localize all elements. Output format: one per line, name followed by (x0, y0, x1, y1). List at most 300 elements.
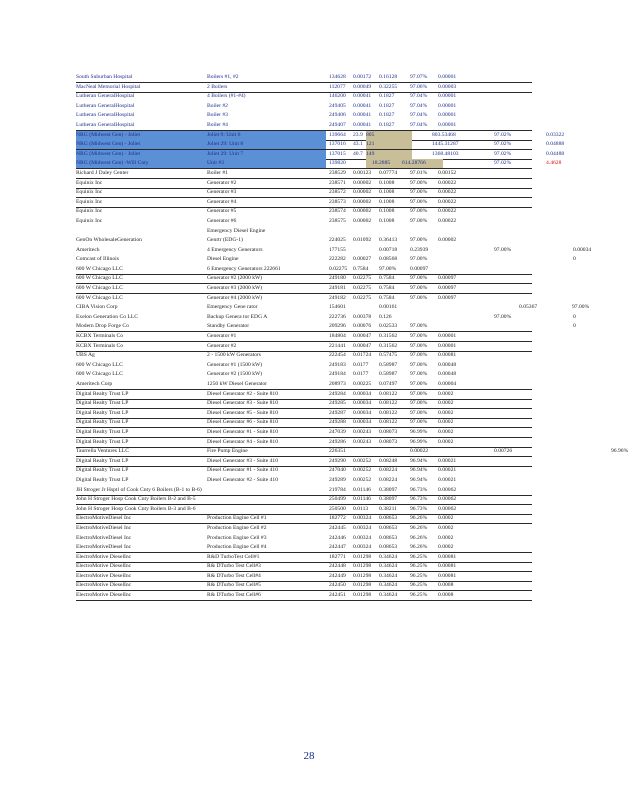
cell-c5: 0.34624 (379, 582, 398, 589)
cell-c7: 0.00001 (438, 102, 457, 109)
table-row (76, 294, 616, 304)
cell-c3: 242448 (329, 563, 346, 570)
cell-c7: 0.00021 (438, 476, 457, 483)
table-row (76, 581, 616, 591)
table-row (76, 418, 616, 428)
cell-c4: 0.00172 (353, 74, 372, 80)
cell-c7: 0.00022 (438, 208, 457, 215)
cell-c3: 249183 (329, 361, 346, 368)
cell-c1: Digital Realty Trust LP (76, 400, 129, 407)
cell-c1: Equinix Inc (76, 189, 103, 196)
cell-c4: 0.00378 (353, 313, 372, 320)
cell-c1: Digital Realty Trust LP (76, 409, 129, 416)
cell-c5: 0.34624 (379, 553, 398, 560)
cell-c4: 0.02275 (353, 275, 372, 282)
table-row (76, 236, 616, 246)
table-row (76, 159, 616, 169)
cell-c1: CIBA Vision Corp (76, 304, 118, 311)
table-row (76, 150, 616, 160)
table-row (76, 505, 616, 515)
cell-c4: 0.00034 (353, 409, 372, 416)
cell-c3: 247039 (329, 428, 346, 435)
cell-c3: 209296 (329, 323, 346, 330)
cell-c2: Diesel Generator #1 - Suite 410 (207, 467, 278, 474)
cell-c6: 0.23939 (410, 246, 429, 253)
cell-c5: 0.08653 (379, 544, 398, 551)
cell-c1: Digital Realty Trust LP (76, 390, 129, 397)
cell-c8: 97.02% (494, 131, 512, 138)
cell-c6: 0.00097 (410, 265, 429, 272)
table-row (76, 303, 616, 313)
table-row (76, 217, 616, 227)
cell-c3: 242450 (329, 582, 346, 589)
table-row (76, 428, 616, 438)
cell-c6: 97.07% (410, 74, 428, 80)
cell-c8: 97.00% (494, 246, 512, 253)
cell-c3: 221441 (329, 342, 346, 349)
cell-c6: 97.00% (410, 400, 428, 407)
cell-c7: 0.00081 (438, 563, 457, 570)
cell-c7: 0.00097 (438, 285, 457, 292)
cell-c2: Generator #5 (207, 208, 237, 215)
cell-c3: 249289 (329, 476, 346, 483)
cell-c6: 97.00% (410, 275, 428, 282)
table-row (76, 140, 616, 150)
cell-c1: ElectroMotiveDiesel Inc (76, 534, 132, 541)
cell-c1: Digital Realty Trust LP (76, 457, 129, 464)
cell-c1: ElectroMotiveDiesel Inc (76, 544, 132, 551)
cell-c7: 0.0002 (438, 544, 454, 551)
cell-c7: 0.00062 (438, 486, 457, 493)
cell-c4: 0.00002 (353, 198, 372, 205)
cell-c1: GenOn WholesaleGeneration (76, 237, 142, 244)
cell-c3: 238573 (329, 198, 346, 205)
cell-c1: Equinix Inc (76, 198, 103, 205)
cell-c3: 249290 (329, 457, 346, 464)
cell-c2: Production Engine Cell #4 (207, 544, 267, 551)
cell-c7: 0.00048 (438, 371, 457, 378)
table-row (76, 198, 616, 208)
cell-c6: 96.26% (410, 524, 428, 531)
cell-c6: 96.94% (410, 476, 428, 483)
cell-c7: 0.00022 (438, 198, 457, 205)
cell-c1: Richard J Daley Center (76, 169, 129, 176)
cell-c7: 0.00152 (438, 169, 457, 176)
cell-c3: 222736 (329, 313, 346, 320)
cell-c6: 97.00% (410, 294, 428, 301)
cell-c5: 0.38097 (379, 496, 398, 503)
cell-c4: 0.01298 (353, 582, 372, 589)
cell-c2: 4 Emergency Generators (207, 246, 263, 253)
cell-c9: 0 (573, 256, 576, 263)
cell-c1: Equinix Inc (76, 208, 103, 215)
cell-c3: 249286 (329, 438, 346, 445)
cell-c9: 0.00034 (573, 246, 592, 253)
table-row (76, 438, 616, 448)
cell-c2: Diesel Engine (207, 256, 239, 263)
table-row (76, 409, 616, 419)
cell-c7: 0.00022 (438, 179, 457, 186)
cell-c1: KCBX Terminals Co (76, 342, 124, 349)
cell-c3: 238529 (329, 169, 346, 176)
cell-c4: 0.01092 (353, 237, 372, 244)
cell-c1: 600 W Chicago LLC (76, 275, 123, 282)
cell-c5: 0.34624 (379, 572, 398, 579)
cell-c5: 0.08248 (379, 457, 398, 464)
cell-c2: Generator #6 (207, 217, 237, 224)
cell-c4: 0.00324 (353, 544, 372, 551)
table-row (76, 553, 616, 563)
cell-c1: ElectroMotive DieselInc (76, 592, 132, 599)
cell-c3: 238575 (329, 217, 346, 224)
cell-c7: 0.00022 (438, 189, 457, 196)
cell-c2: Generator #2 (1500 kW) (207, 371, 263, 378)
cell-c5: 0.7584 (379, 294, 395, 301)
cell-c6: 97.00% (410, 217, 428, 224)
table-row (76, 274, 616, 284)
cell-c2: Generator #3 (207, 189, 237, 196)
cell-c5: 0.08224 (379, 467, 398, 474)
cell-c7: 1368.48103 (432, 150, 459, 157)
table-row (76, 351, 616, 361)
cell-c7: 0.00081 (438, 352, 457, 359)
cell-c7: 0.0002 (438, 409, 454, 416)
cell-c8: 97.00% (572, 304, 590, 311)
table-row (76, 121, 616, 131)
cell-c7: 0.0002 (438, 390, 454, 397)
cell-c5: 0.16128 (379, 74, 398, 80)
cell-c3: 249407 (329, 121, 346, 128)
cell-c1: Equinix Inc (76, 179, 103, 186)
cell-c6: 97.04% (410, 112, 428, 119)
cell-c6: 97.00% (410, 198, 428, 205)
cell-c4: 0.01298 (353, 563, 372, 570)
cell-c4: 0.0113 (353, 505, 369, 512)
cell-c2: Production Engine Cell #3 (207, 534, 267, 541)
cell-c7: 0.00062 (438, 496, 457, 503)
cell-c5: 0.1008 (379, 217, 395, 224)
cell-c7: 0.0008 (438, 582, 454, 589)
cell-c4: 0.00041 (353, 93, 372, 100)
cell-c6: 97.04% (410, 121, 428, 128)
cell-c5: 0.08122 (379, 400, 398, 407)
cell-c1: NRG (Midwest Gen) - Joliet (76, 141, 141, 148)
cell-c8: 0.00726 (494, 448, 513, 455)
cell-c7: 0.00022 (438, 217, 457, 224)
cell-c3: 238571 (329, 179, 346, 186)
cell-c3: 247040 (329, 467, 346, 474)
table-row (76, 207, 616, 217)
cell-c2: 2 Boilers (207, 83, 228, 90)
table-row (76, 457, 616, 467)
cell-c5: 0.1008 (379, 198, 395, 205)
cell-c5: 0.08073 (379, 438, 398, 445)
cell-c5: 0.1827 (379, 102, 395, 109)
cell-c10: 96.96% (611, 448, 628, 455)
cell-c3: 249287 (329, 409, 346, 416)
cell-c6: 97.00% (410, 333, 428, 340)
emissions-table (76, 73, 628, 601)
cell-c3: 249405 (329, 102, 346, 109)
cell-c7: 0.0002 (438, 524, 454, 531)
cell-c5: 0.31562 (379, 342, 398, 349)
cell-c7: 0.0002 (438, 428, 454, 435)
cell-c3: 182772 (329, 515, 346, 522)
cell-c3: 208973 (329, 381, 346, 387)
cell-c5: 0.08653 (379, 524, 398, 531)
cell-c6: 96.26% (410, 515, 428, 522)
cell-c1: NRG (Midwest Gen) - Joliet (76, 150, 141, 157)
cell-c7: 0.00021 (438, 467, 457, 474)
cell-c3: 242451 (329, 592, 346, 599)
cell-c6: 97.00% (410, 419, 428, 426)
table-row (76, 102, 616, 112)
cell-c1: ElectroMotive DieselInc (76, 582, 132, 589)
cell-c1: Digital Realty Trust LP (76, 438, 129, 445)
cell-c1: KCBX Terminals Co (76, 333, 124, 340)
cell-c4: 0.00034 (353, 390, 372, 397)
cell-c2: Unit #3 (207, 160, 224, 167)
cell-c7: 0.00001 (438, 93, 457, 100)
cell-c7: 0.00062 (438, 505, 457, 512)
cell-c6: 96.26% (410, 534, 428, 541)
cell-c2: Boiler #4 (207, 121, 228, 128)
table-row (76, 361, 616, 371)
cell-c4: 0.00041 (353, 112, 372, 119)
cell-c7: 0.00004 (438, 381, 457, 387)
cell-c6: 97.04% (410, 102, 428, 109)
cell-c6: 97.01% (410, 169, 428, 176)
cell-c1: ElectroMotiveDiesel Inc (76, 515, 132, 522)
cell-c6: 97.00% (410, 179, 428, 186)
cell-c5: 0.07497 (379, 381, 398, 387)
cell-c7: 0.0008 (438, 592, 454, 599)
cell-c1: ElectroMotive DieselInc (76, 572, 132, 579)
cell-c1: UBS Ag (76, 352, 95, 359)
cell-c3: 249406 (329, 112, 346, 119)
cell-c3: 184804 (329, 333, 346, 340)
table-row (76, 534, 616, 544)
table-row (76, 73, 616, 83)
cell-c2: Generator #3 (2000 kW) (207, 285, 263, 292)
cell-c1: NRG (Midwest Gen) - Joliet (76, 131, 141, 138)
cell-c5: 0.02533 (379, 323, 398, 330)
cell-c1: Lutheran GeneralHospital (76, 93, 135, 100)
cell-c2: Joliet 29: Unit 7 (207, 150, 244, 157)
cell-c9: 4.4628 (546, 160, 562, 167)
table-row (76, 179, 616, 189)
cell-c6: 96.73% (410, 486, 428, 493)
cell-c6: 96.25% (410, 572, 428, 579)
cell-c1: Taurrella Ventures LLC (76, 448, 129, 455)
cell-c1: 600 W Chicago LLC (76, 371, 123, 378)
cell-c4: 0.00002 (353, 217, 372, 224)
cell-c1: ElectroMotiveDiesel Inc (76, 524, 132, 531)
cell-c6: 96.99% (410, 428, 428, 435)
cell-c5: 0.34624 (379, 592, 398, 599)
cell-c5: 0.7584 (379, 275, 395, 282)
cell-c5: 0.38211 (379, 505, 397, 512)
cell-c5: 0.126 (379, 313, 392, 320)
cell-c1: Lutheran GeneralHospital (76, 121, 135, 128)
cell-c7: 0.0002 (438, 515, 454, 522)
cell-c4b: 805 (366, 131, 375, 138)
cell-c1: Lutheran GeneralHospital (76, 102, 135, 109)
cell-c5: 0.7584 (379, 285, 395, 292)
cell-c4: 0.00243 (353, 438, 372, 445)
cell-c4: 0.00027 (353, 256, 372, 263)
table-row (76, 390, 616, 400)
cell-c3: 112077 (329, 83, 346, 90)
cell-c4: 0.00324 (353, 534, 372, 541)
cell-c1: JH Stroger Jr Hsptl of Cook Cnty 6 Boilers (B-1 to B-6) (76, 486, 202, 493)
cell-c5: 0.1827 (379, 112, 395, 119)
cell-c5: 0.1008 (379, 208, 395, 215)
cell-c6: 96.73% (410, 505, 428, 512)
cell-c8: 97.00% (494, 313, 512, 320)
table-row (76, 131, 616, 141)
cell-c2: Backup Genera tor EDG A (207, 313, 268, 320)
cell-c2: Boiler #1 (207, 169, 228, 176)
cell-c2: 2 - 1500 kW Generators (207, 352, 261, 359)
cell-c7: 0.00097 (438, 275, 457, 282)
cell-c2: Generator #1 (207, 333, 237, 340)
cell-c3: 137016 (329, 141, 346, 148)
cell-c8: 97.02% (494, 141, 512, 148)
cell-c2: Diesel Generator #3 - Suite 410 (207, 457, 278, 464)
cell-c9: 0 (573, 323, 576, 330)
table-row (76, 495, 616, 505)
cell-c3: 177155 (329, 246, 346, 253)
cell-c6: 97.00% (410, 390, 428, 397)
cell-c3: 222282 (329, 256, 346, 263)
cell-c3: 242446 (329, 534, 346, 541)
cell-c2: Generator #1 (1500 kW) (207, 361, 263, 368)
table-row (76, 188, 616, 198)
cell-c4: 0.0177 (353, 361, 369, 368)
cell-c2: Boiler #2 (207, 102, 228, 109)
cell-c5: 0.08073 (379, 428, 398, 435)
cell-c5: 0.31562 (379, 333, 398, 340)
cell-c3: 154601 (329, 304, 346, 311)
cell-c4: 0.01298 (353, 572, 372, 579)
cell-c7: 0.00081 (438, 553, 457, 560)
cell-c7: 0.00001 (438, 74, 457, 80)
cell-c1: Modern Drop Forge Co (76, 323, 129, 330)
cell-c1: 600 W Chicago LLC (76, 294, 123, 301)
cell-c2: R&D TurboTest Cell#1 (207, 553, 260, 560)
cell-c4: 0.02275 (353, 285, 372, 292)
cell-c6: 97.00% (410, 352, 428, 359)
cell-c1: Digital Realty Trust LP (76, 419, 129, 426)
cell-c6: 96.26% (410, 544, 428, 551)
cell-c4: 0.7584 (353, 265, 369, 272)
cell-c4: 0.00049 (353, 83, 372, 90)
cell-c6: 96.73% (410, 496, 428, 503)
cell-c4: 0.00034 (353, 400, 372, 407)
cell-c3: 226351 (329, 448, 346, 455)
cell-c5: 0.38097 (379, 486, 398, 493)
cell-c1: ElectroMotive DieselInc (76, 553, 132, 560)
cell-c1: 600 W Chicago LLC (76, 265, 123, 272)
table-row (76, 447, 628, 457)
cell-c3: 242447 (329, 544, 346, 551)
cell-c6: 97.00% (410, 371, 428, 378)
cell-c5: 97.00% (379, 265, 397, 272)
cell-c6: 97.00% (410, 409, 428, 416)
table-row (76, 562, 616, 572)
cell-c3: 249285 (329, 400, 346, 407)
cell-c3: 249184 (329, 371, 346, 378)
cell-c2: Boiler #3 (207, 112, 228, 119)
cell-c1: Ameritech (76, 246, 100, 253)
cell-c7: 0.0002 (438, 438, 454, 445)
cell-c4: 0.01146 (353, 486, 371, 493)
table-row (76, 524, 616, 534)
cell-c9: 0.03322 (546, 131, 565, 138)
cell-c7: 0.00001 (438, 121, 457, 128)
cell-c2: Diesel Generator #4 - Suite 810 (207, 438, 278, 445)
table-row (76, 342, 616, 352)
cell-c1: Lutheran GeneralHospital (76, 112, 135, 119)
cell-c7: 614.28766 (402, 160, 426, 167)
table-row (76, 83, 616, 93)
cell-c6: 97.00% (410, 323, 428, 330)
cell-c6: 96.25% (410, 582, 428, 589)
cell-c5: 0.08122 (379, 390, 398, 397)
table-row (76, 476, 616, 486)
cell-c4: 0.00041 (353, 121, 372, 128)
cell-c1: 600 W Chicago LLC (76, 285, 123, 292)
cell-c3: 250499 (329, 496, 346, 503)
cell-c3: 249288 (329, 419, 346, 426)
cell-c6: 97.00% (410, 237, 428, 244)
cell-c4: 0.01298 (353, 592, 372, 599)
cell-c4: 0.00243 (353, 428, 372, 435)
table-row (76, 169, 616, 179)
cell-c4: 0.00324 (353, 524, 372, 531)
cell-c6: 97.04% (410, 93, 428, 100)
cell-c6: 97.00% (410, 361, 428, 368)
cell-c2: Generator #4 (2000 kW) (207, 294, 263, 301)
cell-c5: 0.58987 (379, 361, 398, 368)
cell-c2: Production Engine Cell #2 (207, 524, 267, 531)
table-row (76, 255, 616, 265)
cell-c6: 97.00% (410, 285, 428, 292)
cell-c1: Digital Realty Trust LP (76, 428, 129, 435)
cell-c6: 96.94% (410, 457, 428, 464)
cell-c1: Exelon Generation Co LLC (76, 313, 138, 320)
cell-c3: 139820 (329, 160, 346, 167)
table-row (76, 591, 616, 601)
cell-c5: 0.08224 (379, 476, 398, 483)
table-row (76, 227, 616, 237)
cell-c7: 0.0002 (438, 534, 454, 541)
cell-c4: 0.0177 (353, 371, 369, 378)
cell-c5: 0.08568 (379, 256, 398, 263)
cell-c7: 0.00048 (438, 361, 457, 368)
cell-c5: 0.08653 (379, 534, 398, 541)
cell-c4: 0.00252 (353, 476, 372, 483)
cell-c6: 97.00% (410, 381, 428, 387)
page-number: 28 (303, 750, 315, 762)
cell-c8: 97.02% (494, 150, 512, 157)
cell-c3: 182771 (329, 553, 346, 560)
cell-c5: 0.00718 (379, 246, 398, 253)
cell-c5: 0.34624 (379, 563, 398, 570)
cell-c7: 0.00081 (438, 572, 457, 579)
cell-c7: 0.00001 (438, 112, 457, 119)
